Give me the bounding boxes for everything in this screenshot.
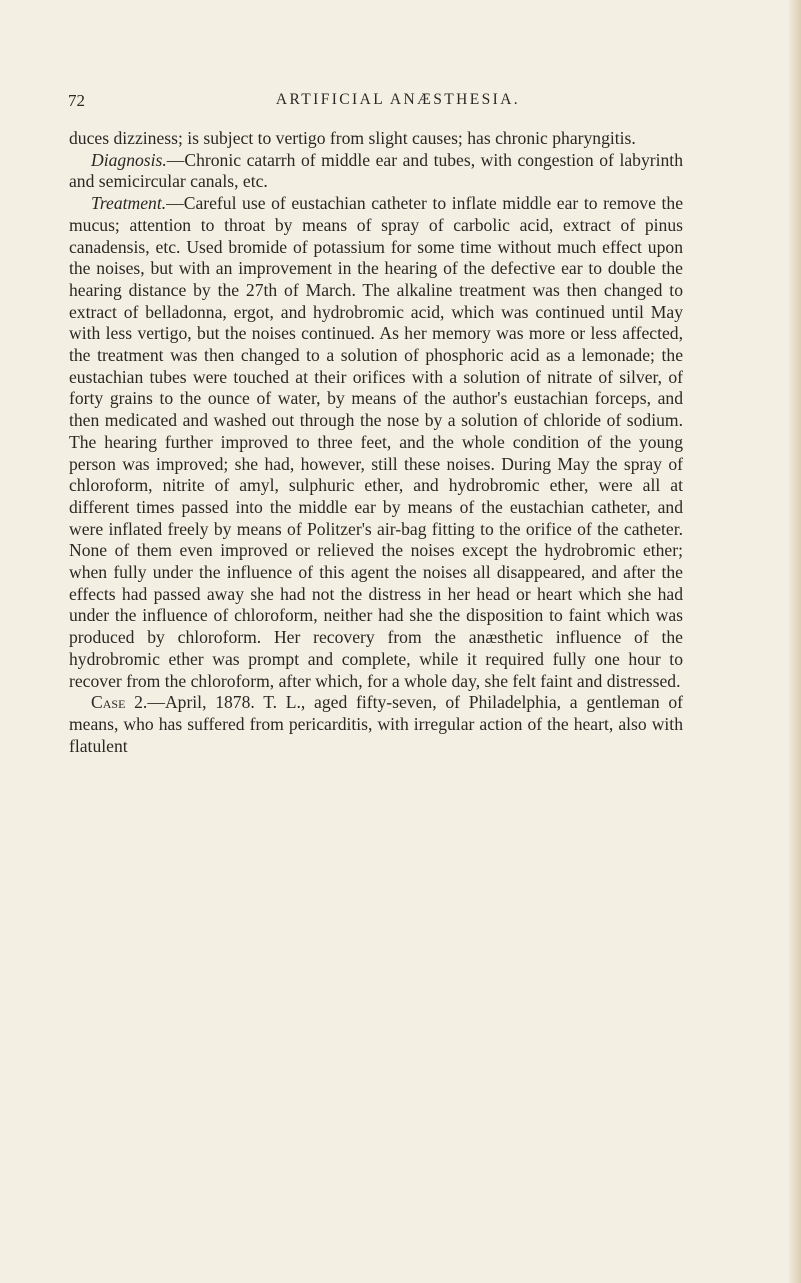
paragraph-text: duces dizziness; is subject to vertigo from slight causes; has chronic pharyngitis. — [69, 128, 636, 148]
paragraph-text: —Chronic catarrh of middle ear and tubes, with congestion of labyrinth and semicircular canals, etc. — [69, 149, 683, 192]
paragraph-lead: Treatment. — [91, 193, 167, 214]
running-head: ARTIFICIAL ANÆSTHESIA. — [275, 91, 521, 108]
page-number: 72 — [68, 91, 85, 110]
paragraph-text: —April, 1878. T. L., aged fifty-seven, of Philadelphia, a gentleman of means, who has suffered from pericarditis, with irregular action of the heart, also with flatulent — [69, 692, 683, 756]
paragraph-lead: Case 2. — [91, 692, 148, 713]
page-header — [68, 91, 728, 113]
paragraph-text: —Careful use of eustachian catheter to inflate middle ear to remove the mucus; attention to throat by means of spray of carbolic acid, extract of pinus canadensis, etc. Used bromide of potassium for some time without much effect upon the noises, but with an improvement in the hearing of the defective ear to double the hearing distance by the 27th of March. The alkaline treatment was then changed to extract of belladonna, ergot, and hydrobromic acid, which was continued until May with less vertigo, but the noises continued. As her memory was more or less affected, the treatment was then changed to a solution of phosphoric acid as a lemonade; the eustachian tubes were touched at their orifices with a solution of nitrate of silver, of forty grains to the ounce of water, by means of the author's eustachian forceps, and then medicated and washed out through the nose by a solution of chloride of sodium. The hearing further improved to three feet, and the whole condition of the young person was improved; she had, however, still these noises. During May the spray of chloroform, nitrite of amyl, sulphuric ether, and hydrobromic ether, were all at different times passed into the middle ear by means of the eustachian catheter, and were inflated freely by means of Politzer's air-bag fitting to the orifice of the catheter. None of them even improved or relieved the noises except the hydrobromic ether; when fully under the influence of this agent the noises all disappeared, and after the effects had passed away she had not the distress in her head or heart which she had under the influence of chloroform, neither had she the disposition to faint which was produced by chloroform. Her recovery from the anæsthetic influence of the hydrobromic ether was prompt and complete, while it required fully one hour to recover from the chloroform, after which, for a whole day, she felt faint and distressed. — [69, 193, 683, 691]
page-edge-shadow — [787, 0, 801, 1283]
paragraph-case-2 — [69, 692, 683, 757]
paragraph-diagnosis — [69, 150, 683, 193]
body-text — [69, 128, 683, 757]
paragraph-treatment — [69, 193, 683, 692]
paragraph-lead: Diagnosis. — [91, 149, 167, 170]
paragraph-continuation — [69, 128, 683, 150]
